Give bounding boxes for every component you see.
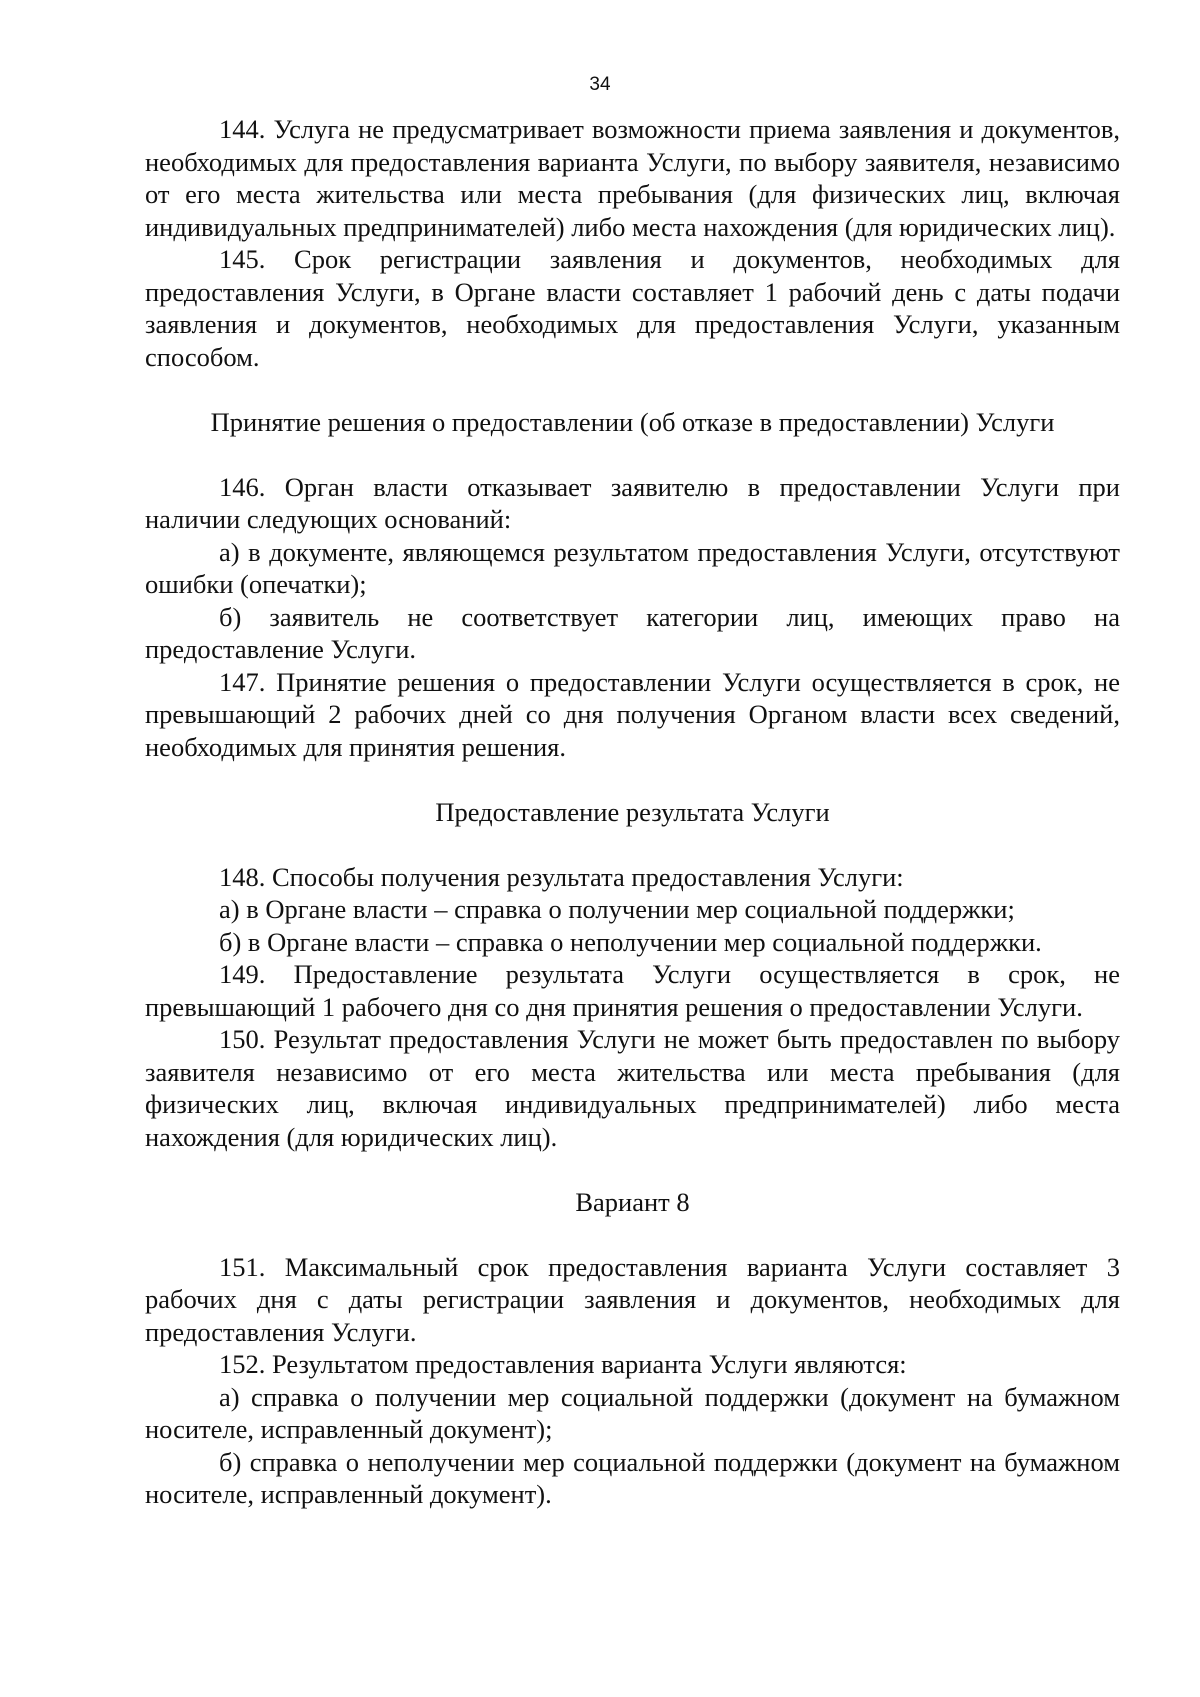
paragraph-150: 150. Результат предоставления Услуги не может быть предоставлен по выбору заявителя независимо от его места жительства или места пребывания (для физических лиц, включая индивидуальных предпринимателей) либо места нахождения (для юридических лиц). (145, 1024, 1120, 1152)
paragraph-146-a: а) в документе, являющемся результатом предоставления Услуги, отсутствуют ошибки (опечатки); (145, 536, 1120, 599)
page-number: 34 (589, 74, 611, 95)
spacer (145, 1153, 1120, 1186)
section-heading-variant-8: Вариант 8 (575, 1186, 690, 1217)
paragraph-152-a: а) справка о получении мер социальной поддержки (документ на бумажном носителе, исправленный документ); (145, 1381, 1120, 1444)
spacer (145, 1218, 1120, 1251)
paragraph-148-a: а) в Органе власти – справка о получении мер социальной поддержки; (219, 894, 1015, 924)
paragraph-146: 146. Орган власти отказывает заявителю в предоставлении Услуги при наличии следующих оснований: (145, 471, 1120, 534)
paragraph-145: 145. Срок регистрации заявления и документов, необходимых для предоставления Услуги, в Органе власти составляет 1 рабочий день с даты подачи заявления и документов, необходимых для предоставления Услуги, указанным способом. (145, 244, 1120, 372)
paragraph-148: 148. Способы получения результата предоставления Услуги: (219, 861, 904, 892)
paragraph-146-b: б) заявитель не соответствует категории лиц, имеющих право на предоставление Услуги. (145, 601, 1120, 664)
section-heading-result: Предоставление результата Услуги (435, 796, 830, 827)
paragraph-144: 144. Услуга не предусматривает возможности приема заявления и документов, необходимых для предоставления варианта Услуги, по выбору заявителя, независимо от его места жительства или места пребывания (для физических лиц, включая индивидуальных предпринимателей) либо места нахождения (для юридических лиц). (145, 114, 1120, 242)
spacer (145, 373, 1120, 406)
paragraph-152: 152. Результатом предоставления варианта Услуги являются: (219, 1349, 907, 1379)
spacer (145, 438, 1120, 471)
spacer (145, 828, 1120, 861)
paragraph-151: 151. Максимальный срок предоставления варианта Услуги составляет 3 рабочих дня с даты регистрации заявления и документов, необходимых для предоставления Услуги. (145, 1251, 1120, 1347)
paragraph-149: 149. Предоставление результата Услуги осуществляется в срок, не превышающий 1 рабочего дня со дня принятия решения о предоставлении Услуги. (145, 959, 1120, 1022)
document-body (145, 113, 1120, 1511)
section-heading-decision: Принятие решения о предоставлении (об отказе в предоставлении) Услуги (210, 406, 1055, 437)
spacer (145, 763, 1120, 796)
paragraph-147: 147. Принятие решения о предоставлении Услуги осуществляется в срок, не превышающий 2 рабочих дней со дня получения Органом власти всех сведений, необходимых для принятия решения. (145, 666, 1120, 762)
paragraph-148-b: б) в Органе власти – справка о неполучении мер социальной поддержки. (219, 926, 1042, 957)
paragraph-152-b: б) справка о неполучении мер социальной поддержки (документ на бумажном носителе, исправленный документ). (145, 1446, 1120, 1509)
